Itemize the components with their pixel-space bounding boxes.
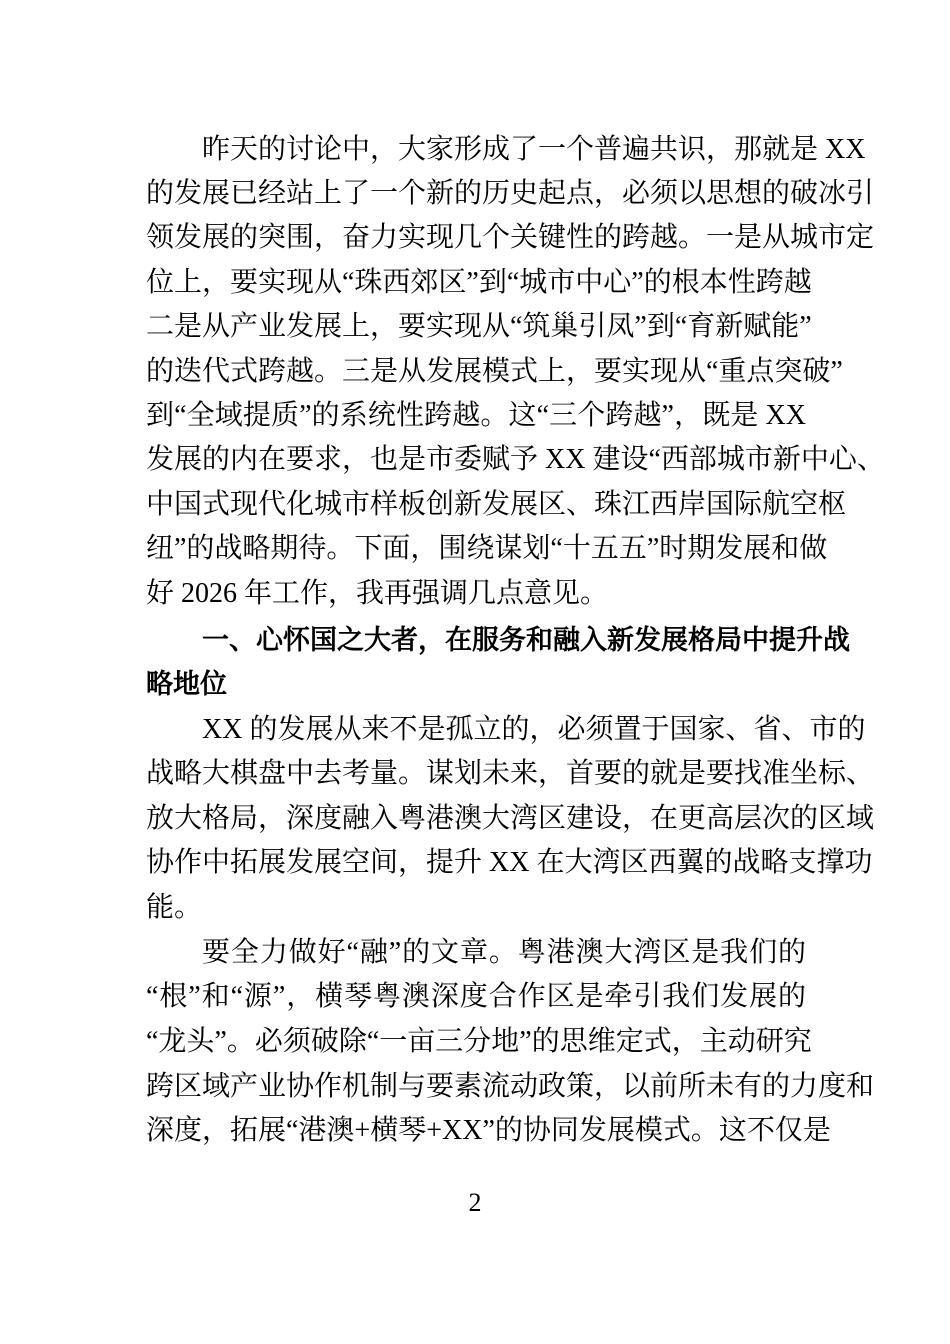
text-line: 昨天的讨论中，大家形成了一个普遍共识，那就是 XX (202, 134, 866, 165)
text-line: 要全力做好“融”的文章。粤港澳大湾区是我们的 (202, 937, 806, 968)
text-line: 好 2026 年工作，我再强调几点意见。 (146, 578, 609, 609)
text-line: XX 的发展从来不是孤立的，必须置于国家、省、市的 (202, 714, 866, 745)
text-line: 放大格局，深度融入粤港澳大湾区建设，在更高层次的区域 (146, 803, 875, 834)
text-line: 纽”的战略期待。下面，围绕谋划“十五五”时期发展和做 (146, 533, 828, 564)
text-line: 战略大棋盘中去考量。谋划未来，首要的就是要找准坐标、 (146, 758, 875, 789)
text-line: 的迭代式跨越。三是从发展模式上，要实现从“重点突破” (146, 356, 843, 387)
text-line: 深度，拓展“港澳+横琴+XX”的协同发展模式。这不仅是 (146, 1115, 831, 1146)
text-line: 能。 (146, 892, 203, 923)
text-line: 的发展已经站上了一个新的历史起点，必须以思想的破冰引 (146, 178, 875, 209)
page-number: 2 (468, 1188, 482, 1217)
text-line: 中国式现代化城市样板创新发展区、珠江西岸国际航空枢 (146, 489, 847, 520)
text-line: 二是从产业发展上，要实现从“筑巢引凤”到“育新赋能” (146, 311, 812, 342)
text-line: 到“全域提质”的系统性跨越。这“三个跨越”，既是 XX (146, 400, 806, 431)
text-line: 发展的内在要求，也是市委赋予 XX 建设“西部城市新中心、 (146, 444, 885, 475)
text-line: 跨区域产业协作机制与要素流动政策，以前所未有的力度和 (146, 1071, 875, 1102)
text-line: 领发展的突围，奋力实现几个关键性的跨越。一是从城市定 (146, 222, 875, 253)
heading-line: 略地位 (146, 669, 227, 700)
text-line: 位上，要实现从“珠西郊区”到“城市中心”的根本性跨越 (146, 267, 812, 298)
heading-line: 一、心怀国之大者，在服务和融入新发展格局中提升战 (202, 625, 850, 656)
text-line: “根”和“源”，横琴粤澳深度合作区是牵引我们发展的 (146, 981, 806, 1012)
text-line: 协作中拓展发展空间，提升 XX 在大湾区西翼的战略支撑功 (146, 847, 873, 878)
text-line: “龙头”。必须破除“一亩三分地”的思维定式，主动研究 (146, 1026, 812, 1057)
